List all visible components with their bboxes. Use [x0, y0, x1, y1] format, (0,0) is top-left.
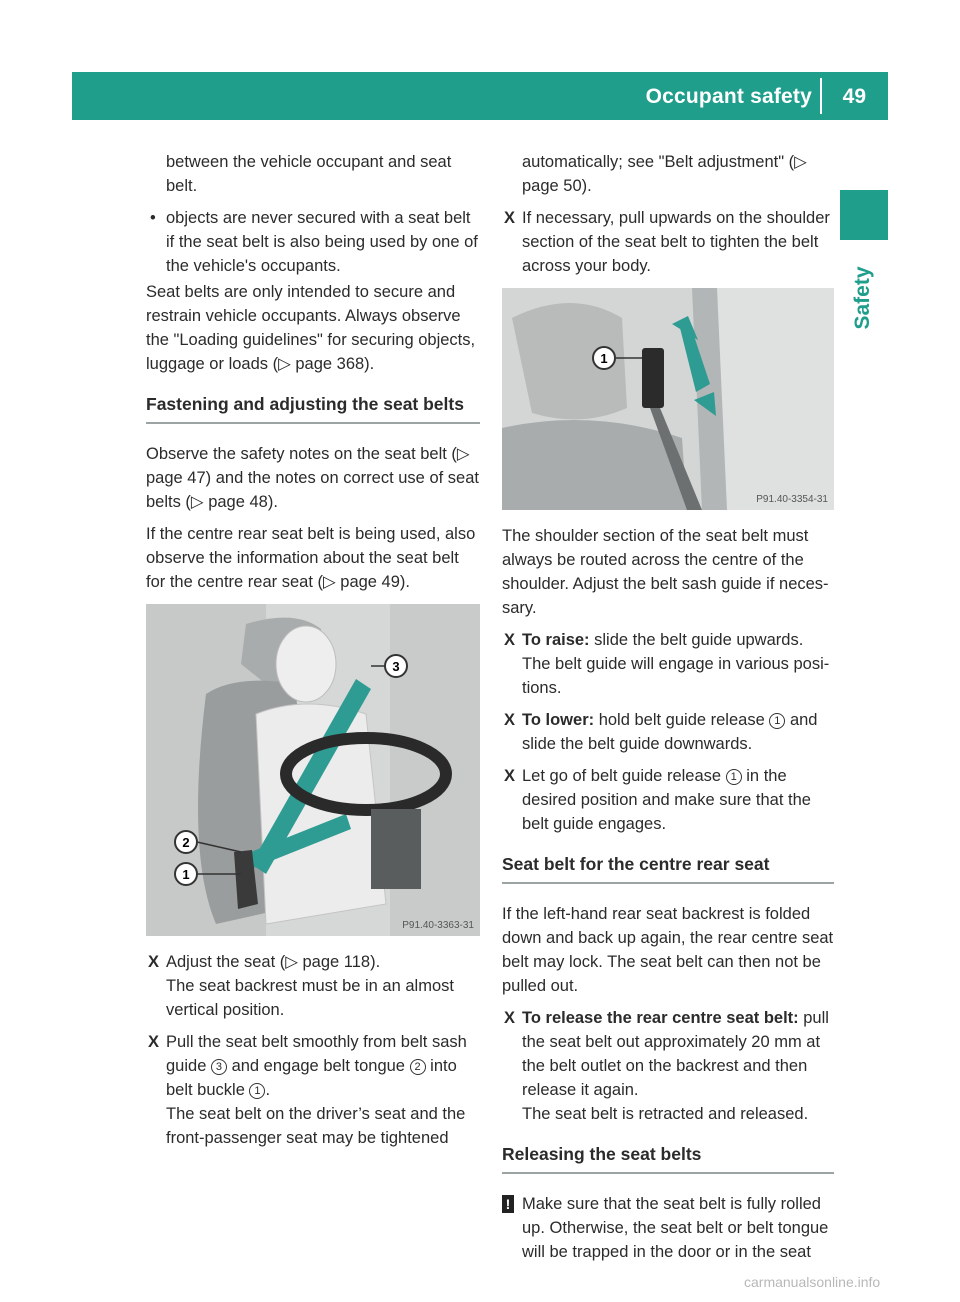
step-label: To lower: — [522, 711, 595, 729]
step-text: . — [265, 1081, 271, 1099]
paragraph: automatically; see "Belt adjustment" (▷ page 50). — [522, 153, 807, 195]
paragraph: If the left-hand rear seat backrest is folded down and back up again, the rear centre seat belt may lock. The seat belt can then not be pulled out. — [502, 905, 834, 995]
instruction-step — [502, 764, 834, 836]
paragraph: Observe the safety notes on the seat belt (▷ page 47) and the notes on correct use of seat belts (▷ page 48). — [146, 445, 479, 511]
step-label: To release the rear centre seat belt: — [522, 1009, 799, 1027]
page-number: 49 — [842, 85, 866, 108]
right-column — [502, 150, 834, 1264]
instruction-step — [502, 1006, 834, 1126]
callout-ref-1: 1 — [249, 1083, 265, 1099]
step-text: Pull the seat belt smoothly from belt sash guide — [166, 1033, 467, 1075]
warning-text: Make sure that the seat belt is fully rolled up. Otherwise, the seat belt or belt tongue will be trapped in the door or in the seat — [522, 1195, 829, 1261]
section-heading: Fastening and adjusting the seat belts — [146, 392, 480, 424]
step-text: and slide the belt guide downwards. — [522, 711, 818, 753]
left-column — [146, 150, 480, 1158]
step-result: The seat belt on the driver’s seat and the front-passenger seat may be tightened — [166, 1105, 466, 1147]
step-text: in the desired position and make sure that the belt guide engages. — [522, 767, 811, 833]
section-title: Occupant safety — [645, 85, 812, 108]
instruction-step — [146, 1030, 480, 1150]
step-text: slide the belt guide upwards. — [594, 631, 804, 649]
action-marker: X — [504, 631, 516, 649]
steering-column — [371, 809, 421, 889]
warning-icon: ! — [502, 1195, 514, 1213]
callout-number-1: 1 — [182, 867, 190, 882]
step-text: If necessary, pull upwards on the shoulder section of the seat belt to tighten the belt across your body. — [522, 209, 830, 275]
chapter-tab — [840, 190, 888, 240]
action-marker: X — [148, 1033, 160, 1051]
bullet-item: • objects are never secured with a seat belt if the seat belt is also being used by one of the vehicle's occupants. — [146, 206, 480, 278]
step-text: and engage belt tongue — [231, 1057, 405, 1075]
callout-number-1: 1 — [600, 351, 608, 366]
section-heading: Releasing the seat belts — [502, 1142, 834, 1174]
paragraph: If the centre rear seat belt is being used, also observe the information about the seat belt for the centre rear seat (▷ page 49). — [146, 525, 476, 591]
step-label: To raise: — [522, 631, 590, 649]
action-marker: X — [504, 1009, 516, 1027]
watermark: carmanualsonline.info — [744, 1274, 881, 1290]
paragraph: The shoulder section of the seat belt must always be routed across the centre of the shoulder. Adjust the belt sash guide if neces-sary. — [502, 527, 829, 617]
callout-ref-1: 1 — [726, 769, 742, 785]
step-result: The seat belt is retracted and released. — [522, 1105, 809, 1123]
figure-code: P91.40-3363-31 — [402, 920, 474, 931]
action-marker: X — [504, 767, 516, 785]
callout-number-3: 3 — [392, 659, 400, 674]
step-text: hold belt guide release — [598, 711, 765, 729]
figure-code: P91.40-3354-31 — [756, 494, 828, 505]
callout-number-2: 2 — [182, 835, 190, 850]
header-separator — [820, 78, 822, 114]
instruction-step — [502, 206, 834, 278]
paragraph: between the vehicle occupant and seat belt. — [166, 153, 452, 195]
action-marker: X — [504, 711, 516, 729]
instruction-step — [502, 708, 834, 756]
instruction-step — [502, 628, 834, 700]
instruction-step — [146, 950, 480, 1022]
chapter-label: Safety — [851, 266, 874, 330]
seat-belt-figure — [146, 604, 480, 936]
paragraph: Seat belts are only intended to secure and restrain vehicle occupants. Always observe the "Loading guidelines" for securing objects, luggage or loads (▷ page 368). — [146, 283, 476, 373]
step-text: pull the seat belt out approximately 20 mm at the belt outlet on the backrest and then release it again. — [522, 1009, 829, 1099]
step-text: Let go of belt guide release — [522, 767, 722, 785]
action-marker: X — [504, 209, 516, 227]
callout-ref-1: 1 — [769, 713, 785, 729]
step-result: The seat backrest must be in an almost vertical position. — [166, 977, 454, 1019]
step-result: The belt guide will engage in various posi-tions. — [522, 655, 830, 697]
warning-note — [502, 1192, 834, 1264]
section-heading: Seat belt for the centre rear seat — [502, 852, 834, 884]
action-marker: X — [148, 953, 160, 971]
callout-ref-3: 3 — [211, 1059, 227, 1075]
step-text: into belt buckle — [166, 1057, 457, 1099]
belt-guide — [642, 348, 664, 408]
step-text: Adjust the seat (▷ page 118). — [166, 953, 381, 971]
callout-ref-2: 2 — [410, 1059, 426, 1075]
header-bar — [72, 72, 888, 120]
belt-guide-figure — [502, 288, 834, 510]
occupant-head — [276, 626, 336, 702]
